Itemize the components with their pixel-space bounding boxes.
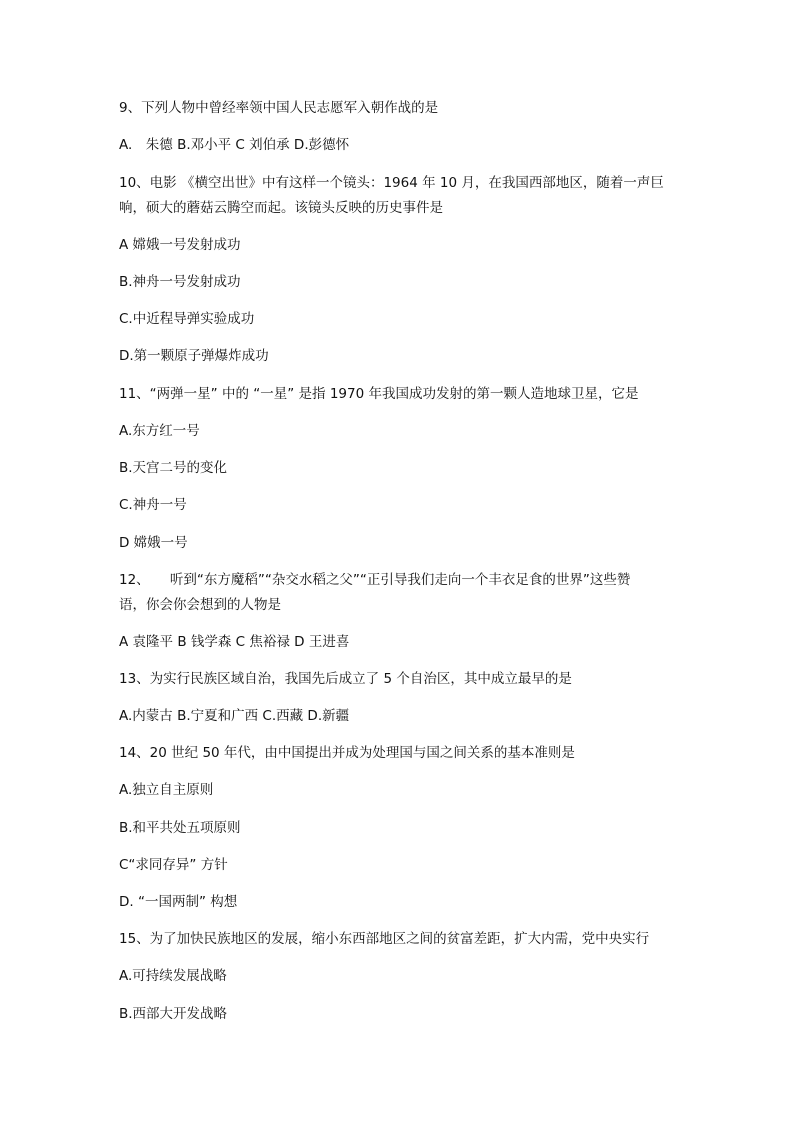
question-11-option-a: A.东方红一号: [119, 423, 200, 439]
question-15-option-b: B.西部大开发战略: [119, 1006, 228, 1022]
question-9-stem: 9、下列人物中曾经率领中国人民志愿军入朝作战的是: [119, 100, 439, 116]
question-15-option-a: A.可持续发展战略: [119, 968, 227, 984]
question-11-option-c: C.神舟一号: [119, 497, 187, 513]
question-13-stem: 13、为实行民族区域自治，我国先后成立了 5 个自治区，其中成立最早的是: [119, 671, 572, 687]
question-14-option-d: D. “一国两制” 构想: [119, 894, 238, 910]
question-9-options: A. 朱德 B.邓小平 C 刘伯承 D.彭德怀: [119, 137, 350, 153]
question-14-option-a: A.独立自主原则: [119, 782, 214, 798]
question-10-option-c: C.中近程导弹实验成功: [119, 311, 255, 327]
question-10-option-d: D.第一颗原子弹爆炸成功: [119, 348, 269, 364]
question-10-stem-cont: 响，硕大的蘑菇云腾空而起。该镜头反映的历史事件是: [119, 200, 443, 216]
question-12-stem: 12、 听到“东方魔稻”“杂交水稻之父”“正引导我们走向一个丰衣足食的世界”这些赞: [119, 572, 631, 588]
question-11-option-b: B.天宫二号的变化: [119, 460, 228, 476]
question-10-stem: 10、电影 《横空出世》中有这样一个镜头：1964 年 10 月，在我国西部地区，随着一声巨: [119, 175, 664, 191]
question-10-option-a: A 嫦娥一号发射成功: [119, 237, 241, 253]
question-13-options: A.内蒙古 B.宁夏和广西 C.西藏 D.新疆: [119, 708, 350, 724]
question-11-stem: 11、“两弹一星” 中的 “一星” 是指 1970 年我国成功发射的第一颗人造地球卫星，它是: [119, 386, 639, 402]
question-11-option-d: D 嫦娥一号: [119, 535, 188, 551]
question-14-stem: 14、20 世纪 50 年代，由中国提出并成为处理国与国之间关系的基本准则是: [119, 745, 575, 761]
question-12-options: A 袁隆平 B 钱学森 C 焦裕禄 D 王进喜: [119, 634, 350, 650]
question-14-option-b: B.和平共处五项原则: [119, 820, 241, 836]
question-14-option-c: C“求同存异” 方针: [119, 857, 228, 873]
question-15-stem: 15、为了加快民族地区的发展，缩小东西部地区之间的贫富差距，扩大内需，党中央实行: [119, 931, 650, 947]
question-12-stem-cont: 语，你会你会想到的人物是: [119, 597, 281, 613]
question-10-option-b: B.神舟一号发射成功: [119, 274, 241, 290]
